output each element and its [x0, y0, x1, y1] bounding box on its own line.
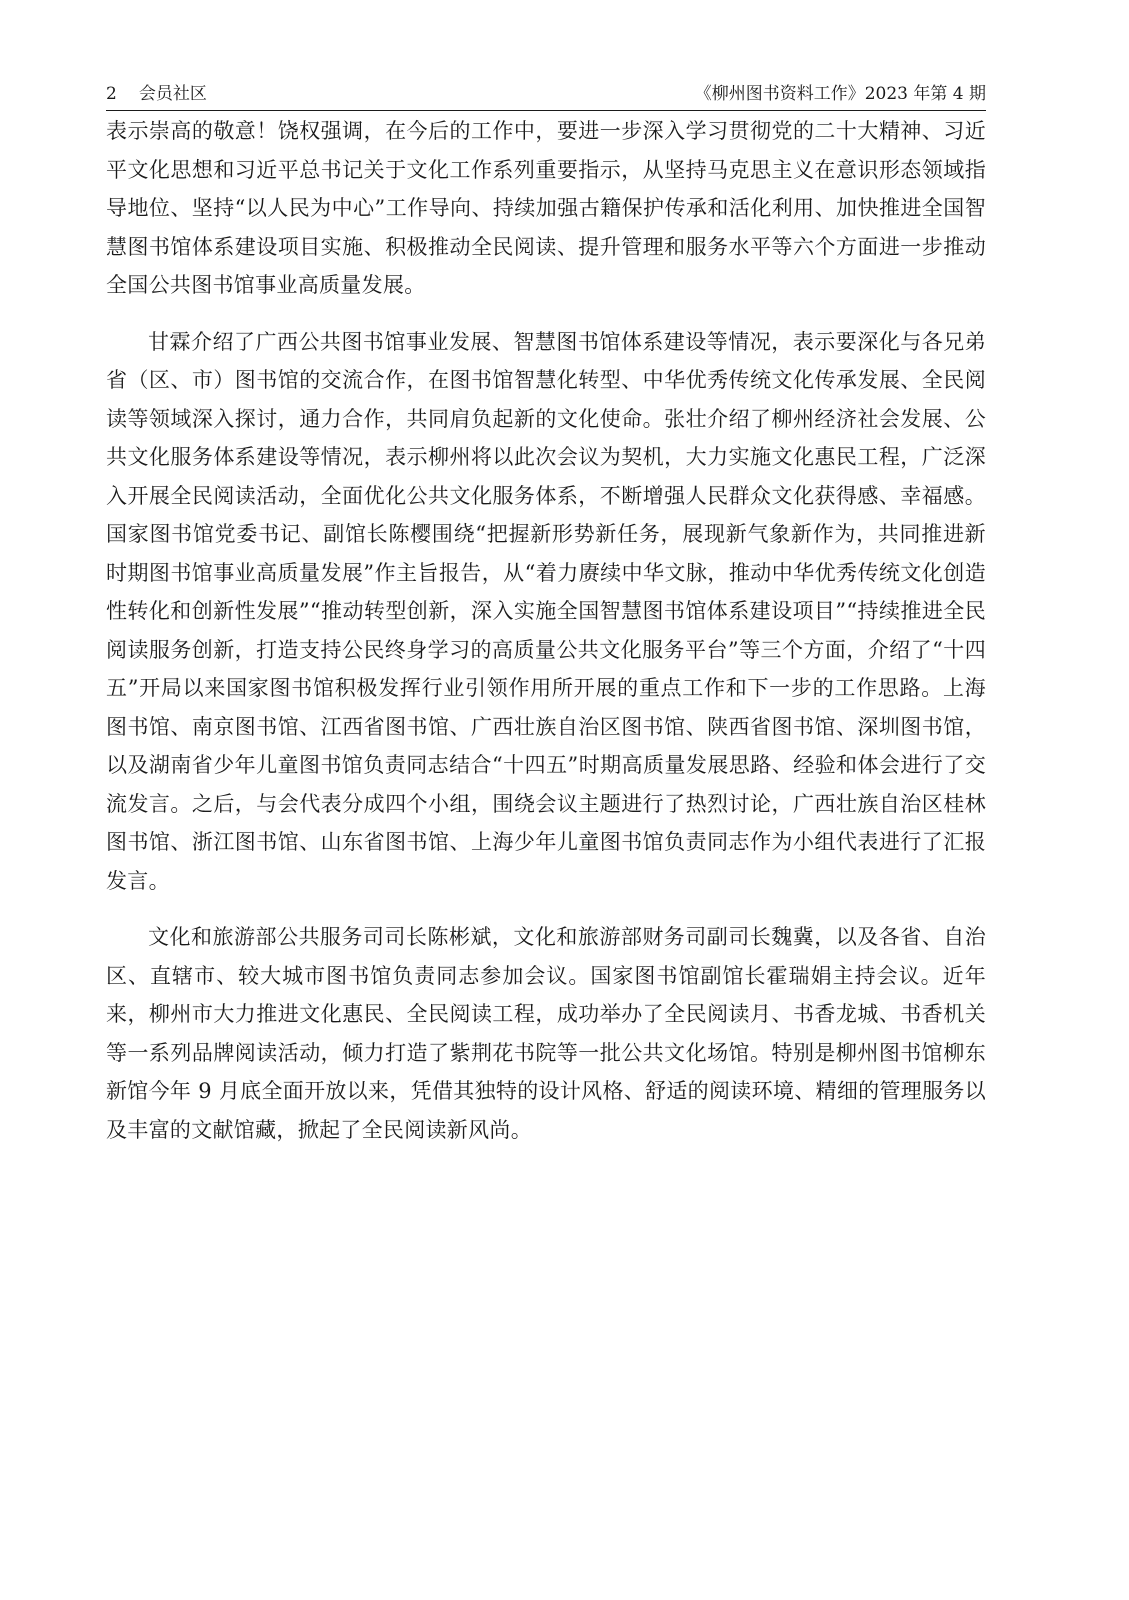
journal-title: 《柳州图书资料工作》2023 年第 4 期 [694, 84, 986, 104]
paragraph-3: 文化和旅游部公共服务司司长陈彬斌，文化和旅游部财务司副司长魏冀，以及各省、自治区、直辖市、较大城市图书馆负责同志参加会议。国家图书馆副馆长霍瑞娟主持会议。近年来，柳州市大力推进文化惠民、全民阅读工程，成功举办了全民阅读月、书香龙城、书香机关等一系列品牌阅读活动，倾力打造了紫荆花书院等一批公共文化场馆。特别是柳州图书馆柳东新馆今年 9 月底全面开放以来，凭借其独特的设计风格、舒适的阅读环境、精细的管理服务以及丰富的文献馆藏，掀起了全民阅读新风尚。 [106, 925, 986, 1142]
paragraph-2: 甘霖介绍了广西公共图书馆事业发展、智慧图书馆体系建设等情况，表示要深化与各兄弟省（区、市）图书馆的交流合作，在图书馆智慧化转型、中华优秀传统文化传承发展、全民阅读等领域深入探讨，通力合作，共同肩负起新的文化使命。张壮介绍了柳州经济社会发展、公共文化服务体系建设等情况，表示柳州将以此次会议为契机，大力实施文化惠民工程，广泛深入开展全民阅读活动，全面优化公共文化服务体系，不断增强人民群众文化获得感、幸福感。国家图书馆党委书记、副馆长陈樱围绕“把握新形势新任务，展现新气象新作为，共同推进新时期图书馆事业高质量发展”作主旨报告，从“着力赓续中华文脉，推动中华优秀传统文化创造性转化和创新性发展”“推动转型创新，深入实施全国智慧图书馆体系建设项目”“持续推进全民阅读服务创新，打造支持公民终身学习的高质量公共文化服务平台”等三个方面，介绍了“十四五”开局以来国家图书馆积极发挥行业引领作用所开展的重点工作和下一步的工作思路。上海图书馆、南京图书馆、江西省图书馆、广西壮族自治区图书馆、陕西省图书馆、深圳图书馆，以及湖南省少年儿童图书馆负责同志结合“十四五”时期高质量发展思路、经验和体会进行了交流发言。之后，与会代表分成四个小组，围绕会议主题进行了热烈讨论，广西壮族自治区桂林图书馆、浙江图书馆、山东省图书馆、上海少年儿童图书馆负责同志作为小组代表进行了汇报发言。 [106, 329, 986, 893]
paragraph-1: 表示崇高的敬意！饶权强调，在今后的工作中，要进一步深入学习贯彻党的二十大精神、习近平文化思想和习近平总书记关于文化工作系列重要指示，从坚持马克思主义在意识形态领域指导地位、坚持“以人民为中心”工作导向、持续加强古籍保护传承和活化利用、加快推进全国智慧图书馆体系建设项目实施、积极推动全民阅读、提升管理和服务水平等六个方面进一步推动全国公共图书馆事业高质量发展。 [106, 119, 986, 297]
running-header [106, 80, 986, 111]
page-number: 2 [106, 84, 117, 104]
article-body [106, 112, 986, 1167]
section-name: 会员社区 [138, 84, 207, 104]
header-left [106, 83, 207, 105]
